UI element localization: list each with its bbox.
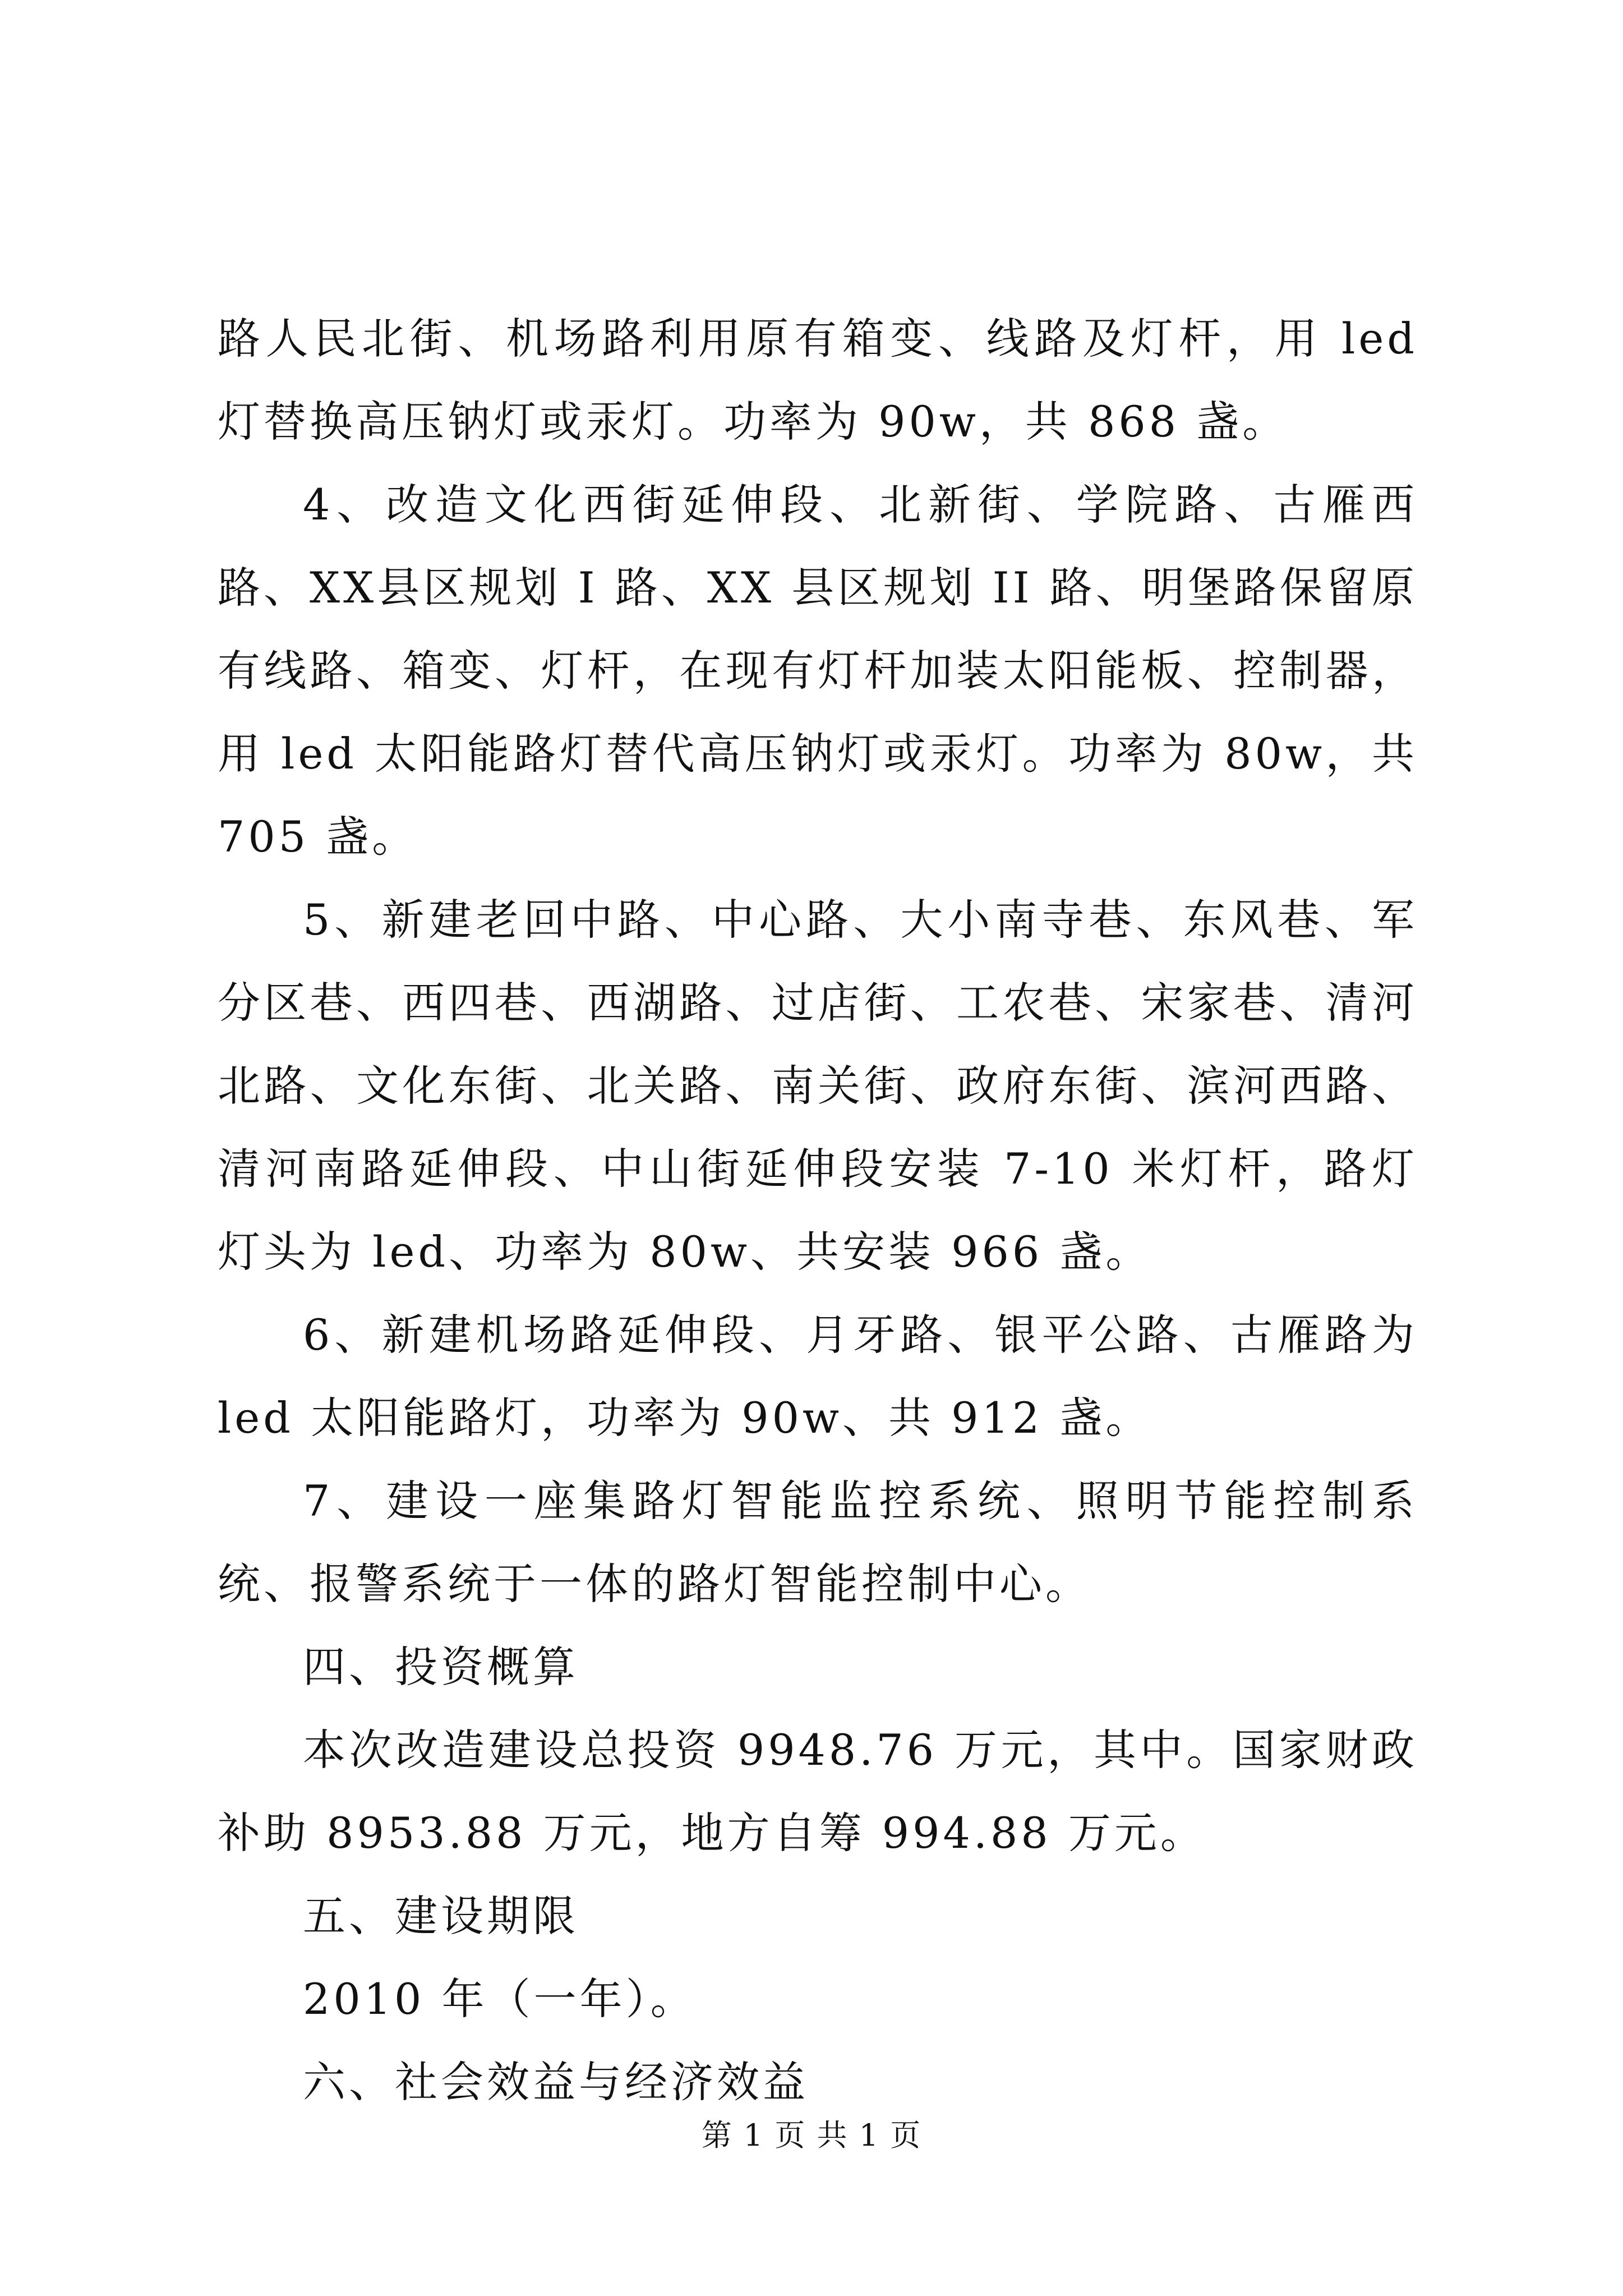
paragraph-item-6: 6、新建机场路延伸段、月牙路、银平公路、古雁路为 led 太阳能路灯，功率为 90w、共 912 盏。 <box>218 1310 1418 1443</box>
section-heading-investment: 四、投资概算 <box>303 1642 579 1692</box>
paragraph-street-lighting-upgrade-continued: 路人民北街、机场路利用原有箱变、线路及灯杆，用 led 灯替换高压钠灯或汞灯。功率为 90w，共 868 盏。 <box>218 314 1418 447</box>
paragraph-investment: 本次改造建设总投资 9948.76 万元，其中。国家财政补助 8953.88 万元，地方自筹 994.88 万元。 <box>218 1725 1418 1858</box>
section-heading-schedule: 五、建设期限 <box>303 1891 579 1941</box>
section-heading-benefits: 六、社会效益与经济效益 <box>303 2057 809 2107</box>
document-body <box>218 297 1418 2124</box>
page-footer: 第 1 页 共 1 页 <box>701 2118 922 2153</box>
paragraph-schedule: 2010 年（一年）。 <box>303 1974 697 2024</box>
paragraph-item-4: 4、改造文化西街延伸段、北新街、学院路、古雁西路、XX县区规划 I 路、XX 县区规划 II 路、明堡路保留原有线路、箱变、灯杆，在现有灯杆加装太阳能板、控制器，用 led 太阳能路灯替代高压钠灯或汞灯。功率为 80w，共 705 盏。 <box>218 480 1418 862</box>
paragraph-item-5: 5、新建老回中路、中心路、大小南寺巷、东风巷、军分区巷、西四巷、西湖路、过店街、工农巷、宋家巷、清河北路、文化东街、北关路、南关街、政府东街、滨河西路、清河南路延伸段、中山街延伸段安装 7-10 米灯杆，路灯灯头为 led、功率为 80w、共安装 966 盏。 <box>218 895 1418 1277</box>
paragraph-item-7: 7、建设一座集路灯智能监控系统、照明节能控制系统、报警系统于一体的路灯智能控制中心。 <box>218 1476 1418 1609</box>
